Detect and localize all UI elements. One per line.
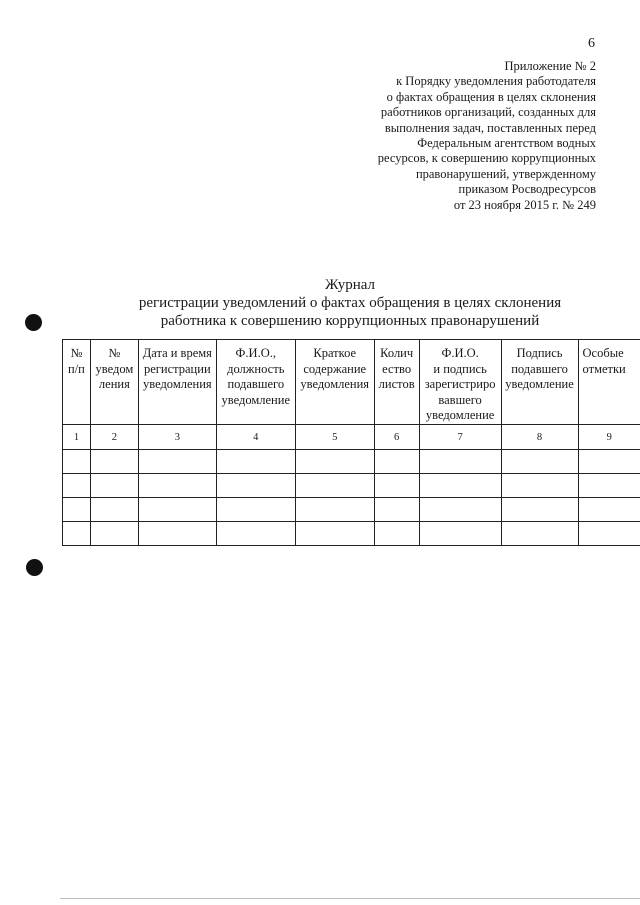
table-cell bbox=[138, 498, 216, 522]
title-line-3: работника к совершению коррупционных правонарушений bbox=[160, 313, 540, 329]
table-cell bbox=[419, 498, 501, 522]
column-number-cell: 4 bbox=[216, 425, 295, 450]
table-cell bbox=[216, 474, 295, 498]
table-cell bbox=[419, 450, 501, 474]
table-cell bbox=[501, 522, 578, 546]
header-row bbox=[63, 340, 640, 425]
table-cell bbox=[419, 522, 501, 546]
table-cell bbox=[374, 474, 419, 498]
header-cell: Особые отметки bbox=[578, 340, 640, 425]
table-cell bbox=[374, 450, 419, 474]
column-number-cell: 3 bbox=[138, 425, 216, 450]
table-row bbox=[63, 474, 640, 498]
table-cell bbox=[138, 522, 216, 546]
table-cell bbox=[578, 498, 640, 522]
header-cell: № уведом ления bbox=[90, 340, 138, 425]
column-number-cell: 2 bbox=[90, 425, 138, 450]
annex-line: выполнения задач, поставленных перед bbox=[384, 120, 596, 135]
table-cell bbox=[90, 450, 138, 474]
column-number-cell: 7 bbox=[419, 425, 501, 450]
table-cell bbox=[501, 498, 578, 522]
title-line-2: регистрации уведомлений о фактах обращения в целях склонения bbox=[138, 295, 562, 311]
annex-line: приказом Росводресурсов bbox=[458, 182, 596, 197]
annex-line: к Порядку уведомления работодателя bbox=[396, 74, 596, 89]
table-cell bbox=[501, 450, 578, 474]
annex-line: правонарушений, утвержденному bbox=[415, 166, 596, 181]
table-cell bbox=[63, 522, 91, 546]
table-cell bbox=[216, 522, 295, 546]
header-cell: Краткое содержание уведомления bbox=[295, 340, 374, 425]
column-number-cell: 8 bbox=[501, 425, 578, 450]
annex-header bbox=[296, 59, 596, 213]
header-cell: Ф.И.О. и подпись зарегистриро вавшего уведомление bbox=[419, 340, 501, 425]
title-line-1: Журнал bbox=[324, 277, 375, 293]
journal-title bbox=[90, 276, 610, 330]
annex-line: о фактах обращения в целях склонения bbox=[386, 89, 596, 104]
scan-edge-line bbox=[60, 898, 640, 899]
table-cell bbox=[90, 498, 138, 522]
annex-line: от 23 ноября 2015 г. № 249 bbox=[453, 197, 596, 212]
table-cell bbox=[63, 474, 91, 498]
column-number-cell: 6 bbox=[374, 425, 419, 450]
table-cell bbox=[216, 450, 295, 474]
header-cell: Подпись подавшего уведомление bbox=[501, 340, 578, 425]
table-cell bbox=[216, 498, 295, 522]
annex-line: Приложение № 2 bbox=[504, 59, 596, 73]
punch-hole-mark bbox=[25, 314, 42, 331]
table-cell bbox=[374, 522, 419, 546]
page-number: 6 bbox=[588, 36, 595, 51]
table-cell bbox=[90, 522, 138, 546]
annex-line: работников организаций, созданных для bbox=[380, 105, 596, 120]
journal-table bbox=[62, 339, 640, 546]
table-cell bbox=[138, 474, 216, 498]
punch-hole-mark bbox=[26, 559, 43, 576]
table-cell bbox=[419, 474, 501, 498]
header-cell: № п/п bbox=[63, 340, 91, 425]
empty-rows bbox=[63, 450, 640, 546]
table-cell bbox=[63, 450, 91, 474]
table-cell bbox=[578, 522, 640, 546]
table-cell bbox=[374, 498, 419, 522]
column-number-cell: 5 bbox=[295, 425, 374, 450]
table-cell bbox=[501, 474, 578, 498]
table-cell bbox=[295, 450, 374, 474]
column-number-cell: 1 bbox=[63, 425, 91, 450]
table-cell bbox=[578, 450, 640, 474]
table-cell bbox=[578, 474, 640, 498]
table-cell bbox=[90, 474, 138, 498]
table-row bbox=[63, 522, 640, 546]
table-cell bbox=[138, 450, 216, 474]
annex-line: Федеральным агентством водных bbox=[417, 136, 596, 151]
header-cell: Ф.И.О., должность подавшего уведомление bbox=[216, 340, 295, 425]
table-cell bbox=[295, 498, 374, 522]
header-cell: Колич ество листов bbox=[374, 340, 419, 425]
annex-line: ресурсов, к совершению коррупционных bbox=[377, 151, 596, 166]
table-row bbox=[63, 498, 640, 522]
table-cell bbox=[63, 498, 91, 522]
table-cell bbox=[295, 474, 374, 498]
table-cell bbox=[295, 522, 374, 546]
table-row bbox=[63, 450, 640, 474]
column-number-cell: 9 bbox=[578, 425, 640, 450]
column-number-row bbox=[63, 425, 640, 450]
header-cell: Дата и время регистрации уведомления bbox=[138, 340, 216, 425]
